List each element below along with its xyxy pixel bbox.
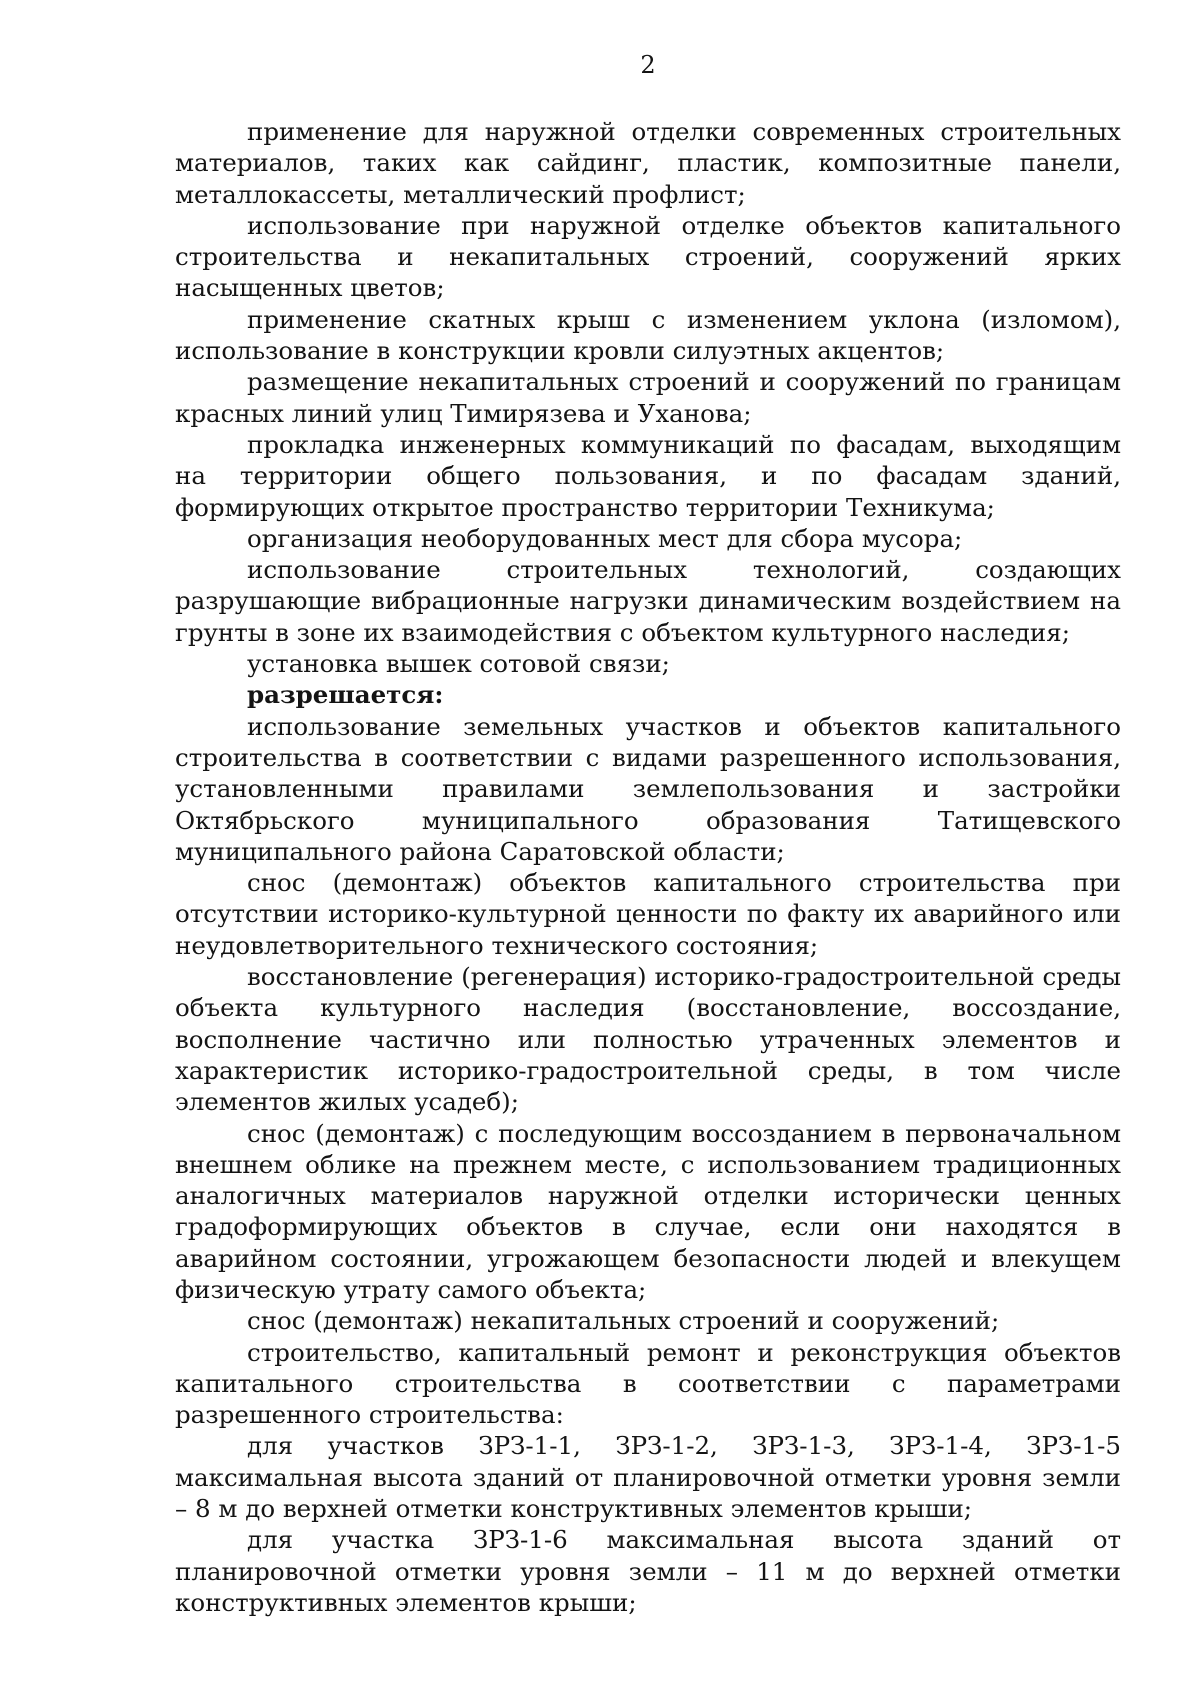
paragraph: использование строительных технологий, создающих разрушающие вибрационные нагрузки динамическим воздействием на грунты в зоне их взаимодействия с объектом культурного наследия; <box>175 555 1121 647</box>
paragraph: для участка ЗРЗ-1-6 максимальная высота зданий от планировочной отметки уровня земли – 11 м до верхней отметки конструктивных элементов крыши; <box>175 1525 1121 1617</box>
paragraph: снос (демонтаж) объектов капитального строительства при отсутствии историко-культурной ценности по факту их аварийного или неудовлетворительного технического состояния; <box>175 868 1121 960</box>
paragraph: для участков ЗРЗ-1-1, ЗРЗ-1-2, ЗРЗ-1-3, ЗРЗ-1-4, ЗРЗ-1-5 максимальная высота зданий от планировочной отметки уровня земли – 8 м до верхней отметки конструктивных элементов крыши; <box>175 1431 1121 1524</box>
paragraph: использование при наружной отделке объектов капитального строительства и некапитальных строений, сооружений ярких насыщенных цветов; <box>175 210 1121 303</box>
paragraph: организация необорудованных мест для сбора мусора; <box>247 523 963 553</box>
document-page <box>175 50 1121 1618</box>
paragraph: установка вышек сотовой связи; <box>247 649 670 679</box>
paragraph: строительство, капитальный ремонт и реконструкция объектов капитального строительства в соответствии с параметрами разрешенного строительства: <box>175 1337 1121 1430</box>
paragraph: снос (демонтаж) с последующим воссозданием в первоначальном внешнем облике на прежнем месте, с использованием традиционных аналогичных материалов наружной отделки исторически ценных градоформирующих объектов в случае, если они находятся в аварийном состоянии, угрожающем безопасности людей и влекущем физическую утрату самого объекта; <box>175 1118 1121 1304</box>
paragraph: применение для наружной отделки современных строительных материалов, таких как сайдинг, пластик, композитные панели, металлокассеты, металлический профлист; <box>175 117 1121 209</box>
paragraph: размещение некапитальных строений и сооружений по границам красных линий улиц Тимирязева и Уханова; <box>175 367 1121 428</box>
paragraph: восстановление (регенерация) историко-градостроительной среды объекта культурного наследия (восстановление, воссоздание, восполнение частично или полностью утраченных элементов и характеристик историко-градостроительной среды, в том числе элементов жилых усадеб); <box>175 962 1121 1117</box>
section-heading-allowed: разрешается: <box>247 680 444 710</box>
paragraph: прокладка инженерных коммуникаций по фасадам, выходящим на территории общего пользования, и по фасадам зданий, формирующих открытое пространство территории Техникума; <box>175 429 1121 522</box>
page-number: 2 <box>640 51 656 79</box>
paragraph: снос (демонтаж) некапитальных строений и сооружений; <box>247 1306 1000 1336</box>
paragraph: применение скатных крыш с изменением уклона (изломом), использование в конструкции кровли силуэтных акцентов; <box>175 304 1121 366</box>
paragraph: использование земельных участков и объектов капитального строительства в соответствии с видами разрешенного использования, установленными правилами землепользования и застройки Октябрьского муниципального образования Татищевского муниципального района Саратовской области; <box>175 711 1121 866</box>
